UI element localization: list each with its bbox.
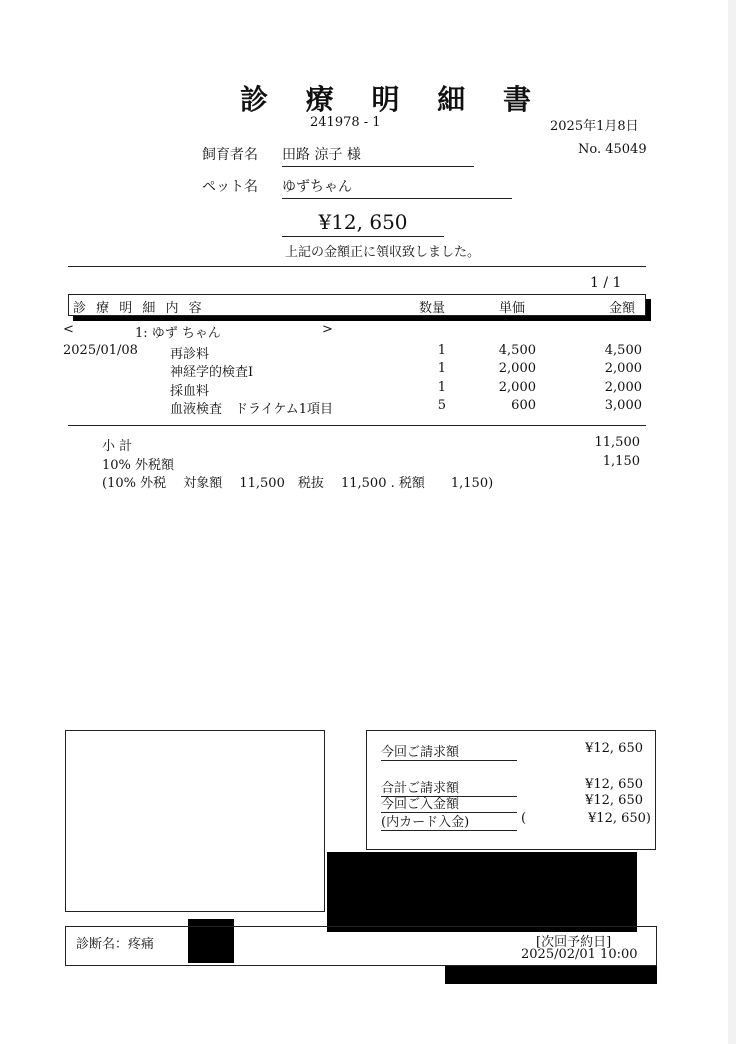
item-unit: 4,500 bbox=[498, 343, 536, 358]
next-appointment-value: 2025/02/01 10:00 bbox=[521, 947, 638, 962]
diagnosis-label: 診断名：疼痛 bbox=[76, 937, 155, 952]
redaction-block bbox=[327, 852, 637, 932]
item-qty: 1 bbox=[437, 343, 446, 358]
item-name: 血液検査 ドライケム1項目 bbox=[170, 402, 333, 417]
card-label: (内カード入金) bbox=[381, 811, 517, 831]
item-name: 再診料 bbox=[170, 347, 210, 362]
page-title: 診 療 明 細 書 bbox=[240, 83, 545, 116]
pet-next: > bbox=[322, 322, 333, 337]
subtotal-value: 11,500 bbox=[594, 435, 640, 450]
scan-edge bbox=[728, 0, 736, 1044]
card-open-paren: ( bbox=[521, 811, 527, 826]
header-unit: 単価 bbox=[499, 301, 526, 316]
receipt-number: No. 45049 bbox=[578, 142, 647, 157]
memo-box bbox=[65, 730, 325, 912]
current-bill-value: ¥12, 650 bbox=[585, 741, 643, 756]
header-content: 診 療 明 細 内 容 bbox=[73, 301, 205, 316]
tax-label: 10% 外税額 bbox=[102, 458, 175, 473]
visit-date: 2025/01/08 bbox=[63, 343, 138, 358]
receipt-note: 上記の金額正に領収致しました。 bbox=[285, 245, 481, 260]
item-amount: 2,000 bbox=[604, 361, 642, 376]
paid-value: ¥12, 650 bbox=[585, 793, 643, 808]
paid-label: 今回ご入金額 bbox=[381, 793, 517, 813]
header-amount: 金額 bbox=[609, 301, 636, 316]
item-qty: 1 bbox=[437, 380, 446, 395]
subtotal-label: 小 計 bbox=[102, 439, 133, 454]
redaction-block bbox=[445, 965, 657, 984]
diagnosis-box bbox=[65, 926, 657, 966]
owner-name: 田路 涼子 様 bbox=[282, 144, 474, 167]
total-bill-label: 合計ご請求額 bbox=[381, 777, 517, 797]
item-name: 採血料 bbox=[170, 384, 210, 399]
table-header bbox=[68, 294, 646, 316]
item-qty: 1 bbox=[437, 361, 446, 376]
item-amount: 2,000 bbox=[604, 380, 642, 395]
issue-date: 2025年1月8日 bbox=[550, 119, 639, 134]
received-amount: ¥12, 650 bbox=[282, 210, 444, 237]
item-unit: 2,000 bbox=[498, 361, 536, 376]
item-qty: 5 bbox=[437, 398, 446, 413]
total-bill-value: ¥12, 650 bbox=[585, 777, 643, 792]
divider bbox=[68, 266, 646, 267]
pet-prev: < bbox=[63, 322, 74, 337]
billing-box bbox=[366, 730, 656, 850]
item-amount: 3,000 bbox=[604, 398, 642, 413]
tax-value: 1,150 bbox=[602, 454, 640, 469]
pet-tab-label: 1: ゆず ちゃん bbox=[135, 326, 221, 341]
item-name: 神経学的検査Ⅰ bbox=[170, 365, 254, 380]
pet-label: ペット名 bbox=[202, 179, 258, 195]
record-id: 241978 - 1 bbox=[310, 115, 381, 130]
current-bill-label: 今回ご請求額 bbox=[381, 741, 517, 761]
pet-name: ゆずちゃん bbox=[282, 176, 512, 199]
item-amount: 4,500 bbox=[604, 343, 642, 358]
tax-detail: (10% 外税 対象額 11,500 税抜 11,500 . 税額 1,150) bbox=[102, 476, 494, 491]
item-unit: 2,000 bbox=[498, 380, 536, 395]
divider bbox=[68, 425, 646, 426]
next-appointment-label: [次回予約日] bbox=[536, 935, 612, 950]
page-indicator: 1 / 1 bbox=[590, 275, 622, 291]
item-unit: 600 bbox=[511, 398, 536, 413]
card-value: ¥12, 650) bbox=[588, 811, 651, 826]
header-qty: 数量 bbox=[419, 301, 446, 316]
owner-label: 飼育者名 bbox=[202, 147, 258, 163]
